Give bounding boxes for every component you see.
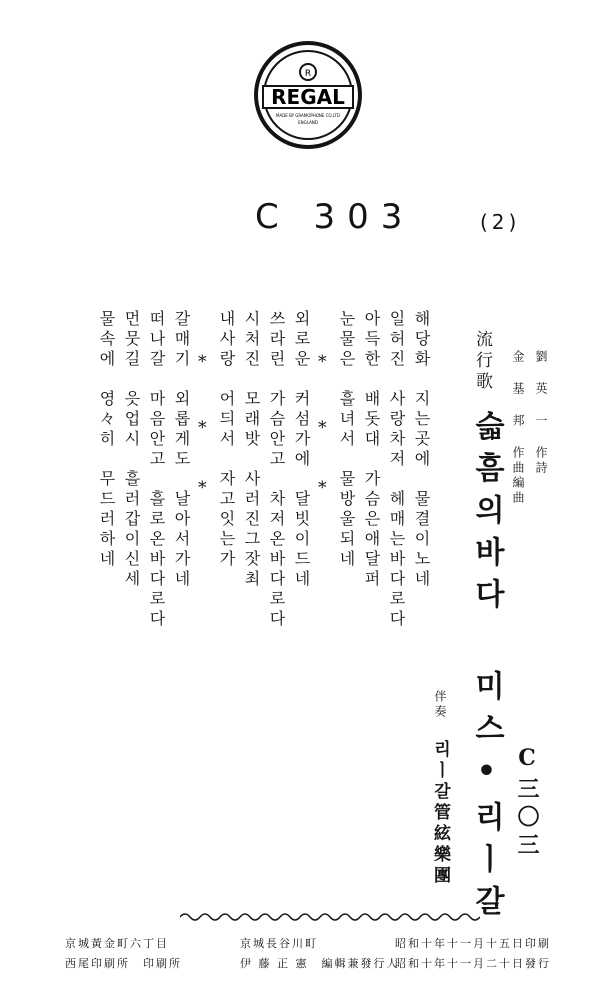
lyric-line: 떠나갈 마음안고 흘로온바다로다 <box>147 310 166 630</box>
lyric-line: 눈물은 흘녀서 물방울되네 <box>337 310 356 570</box>
printer-address: 京城黃金町六丁目 <box>65 937 169 950</box>
lyric-line: 시처진 모래밧 사러진그잣최 <box>242 310 261 590</box>
lyric-line: 내사랑 어듸서 자고잇는가 <box>217 310 236 570</box>
accompaniment: 리ㅣ갈管絃樂團 <box>430 740 450 887</box>
logo-brand: REGAL <box>271 85 345 109</box>
singer-name: 미스•리ㅣ갈 <box>469 670 504 927</box>
side-number: (2) <box>480 210 521 234</box>
lyric-line: 쓰라린 가슴안고 차저온바다로다 <box>267 310 286 630</box>
logo-small-text-2: ENGLAND <box>298 120 318 125</box>
lyric-line: 물속에 영々히 무드러하네 <box>97 310 116 570</box>
regal-logo <box>253 40 363 150</box>
logo-small-text-1: MADE BY GRAMOPHONE CO.LTD <box>276 113 340 118</box>
wavy-divider <box>180 911 480 923</box>
accompaniment-label: 伴奏 <box>433 690 447 720</box>
verse-separator: * <box>318 478 327 498</box>
editor-name: 伊 藤 正 憲 編輯兼發行人 <box>240 957 400 970</box>
catalog-kanji: C三〇三 <box>514 745 540 861</box>
issue-date: 昭和十年十一月二十日發行 <box>395 957 551 970</box>
verse-separator: * <box>198 352 207 372</box>
genre-label: 流行歌 <box>472 330 492 393</box>
lyric-line: 일허진 사랑차저 헤매는바다로다 <box>387 310 406 630</box>
svg-text:R: R <box>304 69 312 79</box>
verse-separator: * <box>318 418 327 438</box>
song-title: 슯흠의바다 <box>469 410 504 620</box>
editor-address: 京城長谷川町 <box>240 937 318 950</box>
print-date: 昭和十年十一月十五日印刷 <box>395 937 551 950</box>
lyric-line: 아득한 배돗대 가슴은애달퍼 <box>362 310 381 590</box>
lyricist-credit: 劉 英 一 作詩 <box>534 350 548 476</box>
printer-name: 西尾印刷所 印刷所 <box>65 957 182 970</box>
verse-separator: * <box>198 478 207 498</box>
lyric-line: 해당화 지는곳에 물결이노네 <box>412 310 431 590</box>
lyric-line: 외로운 커섬가에 달빗이드네 <box>292 310 311 590</box>
verse-separator: * <box>318 352 327 372</box>
lyric-line: 갈매기 외롭게도 날아서가네 <box>172 310 191 590</box>
lyric-line: 먼뭇길 읏업시 흘러갑이신세 <box>122 310 141 590</box>
composer-credit: 金 基 邦 作曲編曲 <box>511 350 525 506</box>
catalog-number: C 303 <box>255 197 415 237</box>
verse-separator: * <box>198 418 207 438</box>
